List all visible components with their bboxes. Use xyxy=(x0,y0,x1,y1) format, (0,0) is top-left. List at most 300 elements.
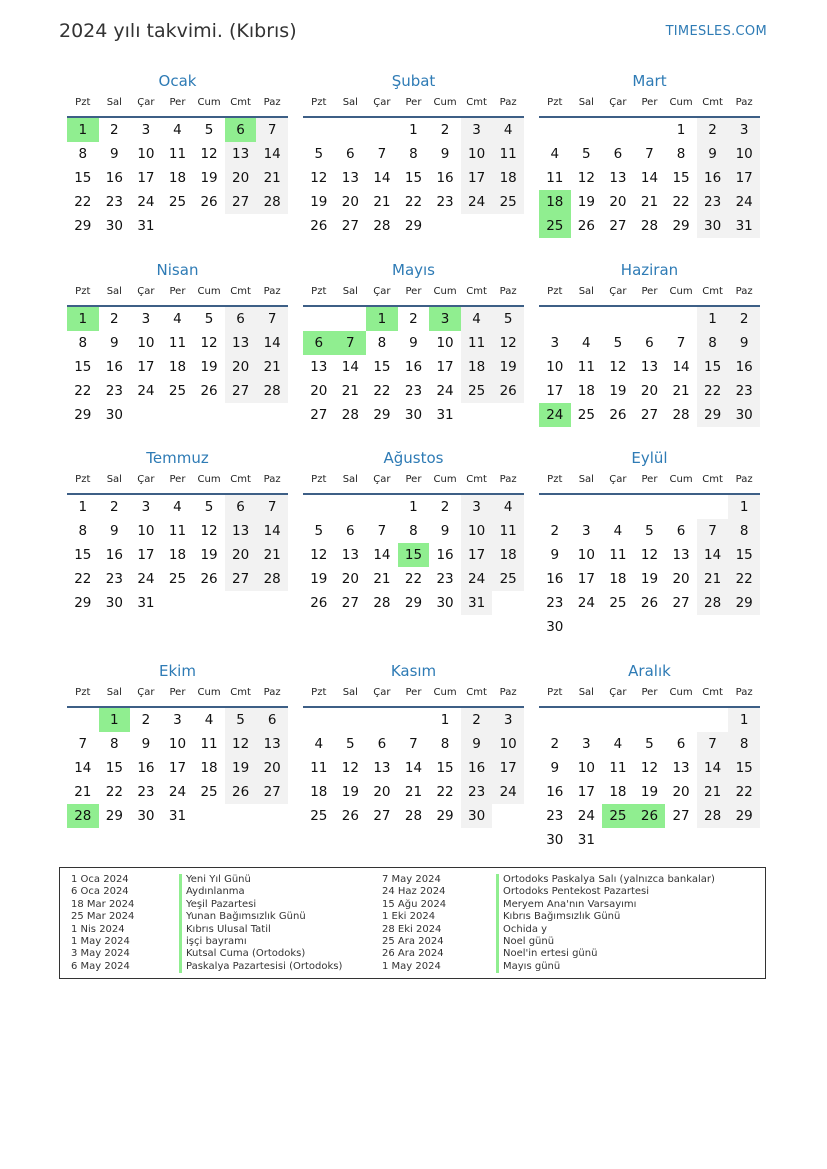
day-cell: 9 xyxy=(141,736,151,752)
day-cell: 23 xyxy=(546,595,564,611)
day-cell: 26 xyxy=(640,595,659,611)
day-cell: 2 xyxy=(550,523,560,539)
day-cell: 14 xyxy=(74,760,92,776)
weekday-label: Çar xyxy=(609,286,627,297)
holiday-day: 7 xyxy=(335,331,367,355)
day-cell: 24 xyxy=(137,194,155,210)
weekday-label: Sal xyxy=(578,286,594,297)
weekday-label: Cmt xyxy=(230,687,251,698)
weekday-label: Per xyxy=(405,97,422,108)
day-cell: 22 xyxy=(74,194,92,210)
empty-cell xyxy=(697,495,729,519)
weekday-label: Pzt xyxy=(311,474,327,485)
month-name: Eylül xyxy=(631,449,668,467)
day-cell: 29 xyxy=(672,218,690,234)
day-cell: 16 xyxy=(461,756,493,780)
day-cell: 14 xyxy=(341,359,359,375)
legend-holiday-name: Ortodoks Paskalya Salı (yalnızca bankalar) xyxy=(496,874,715,886)
day-cell: 11 xyxy=(200,736,218,752)
weekday-label: Paz xyxy=(499,97,517,108)
day-cell: 4 xyxy=(613,736,623,752)
day-cell: 16 xyxy=(546,784,564,800)
day-cell: 26 xyxy=(492,379,524,403)
day-cell: 12 xyxy=(341,760,359,776)
day-cell: 6 xyxy=(225,307,257,331)
day-cell: 20 xyxy=(341,571,359,587)
day-cell: 2 xyxy=(461,708,493,732)
weekday-header xyxy=(539,92,760,118)
day-grid xyxy=(303,118,524,238)
day-cell: 19 xyxy=(200,359,218,375)
day-cell: 2 xyxy=(728,307,760,331)
day-cell: 8 xyxy=(78,335,88,351)
day-cell: 29 xyxy=(373,407,391,423)
day-cell: 12 xyxy=(200,146,218,162)
day-cell: 18 xyxy=(168,359,187,375)
weekday-label: Paz xyxy=(735,286,753,297)
weekday-label: Cmt xyxy=(466,474,487,485)
day-cell: 27 xyxy=(341,595,359,611)
day-cell: 4 xyxy=(613,523,623,539)
day-cell: 20 xyxy=(225,166,257,190)
day-cell: 16 xyxy=(436,547,454,563)
day-cell: 15 xyxy=(74,547,92,563)
weekday-label: Cmt xyxy=(466,97,487,108)
day-cell: 26 xyxy=(341,808,359,824)
weekday-header xyxy=(303,281,524,307)
day-cell: 7 xyxy=(377,523,387,539)
day-cell: 1 xyxy=(728,708,760,732)
day-cell: 11 xyxy=(310,760,328,776)
day-cell: 22 xyxy=(697,379,729,403)
day-cell: 18 xyxy=(577,383,595,399)
day-cell: 27 xyxy=(225,190,257,214)
legend-holiday-name: Aydınlanma xyxy=(179,886,342,898)
day-cell: 31 xyxy=(577,832,595,848)
weekday-label: Paz xyxy=(263,286,281,297)
day-cell: 25 xyxy=(609,595,627,611)
day-cell: 23 xyxy=(105,194,123,210)
day-cell: 26 xyxy=(310,595,328,611)
day-cell: 5 xyxy=(645,523,654,539)
day-cell: 20 xyxy=(672,784,690,800)
day-cell: 24 xyxy=(168,784,187,800)
empty-cell xyxy=(366,118,398,142)
day-cell: 17 xyxy=(137,170,155,186)
day-cell: 16 xyxy=(105,547,123,563)
day-cell: 10 xyxy=(461,519,493,543)
day-cell: 26 xyxy=(310,218,328,234)
weekday-label: Çar xyxy=(609,474,627,485)
day-cell: 1 xyxy=(78,499,88,515)
day-cell: 25 xyxy=(492,567,524,591)
day-cell: 16 xyxy=(546,571,564,587)
empty-cell xyxy=(539,708,571,732)
month-name: Mayıs xyxy=(392,261,435,279)
day-cell: 19 xyxy=(310,571,328,587)
day-cell: 21 xyxy=(697,780,729,804)
day-cell: 9 xyxy=(110,523,119,539)
day-cell: 30 xyxy=(697,214,729,238)
day-cell: 16 xyxy=(436,170,454,186)
legend-date: 1 May 2024 xyxy=(71,935,130,947)
day-cell: 2 xyxy=(110,499,119,515)
weekday-label: Paz xyxy=(735,687,753,698)
day-cell: 19 xyxy=(341,784,359,800)
day-cell: 1 xyxy=(440,712,450,728)
day-cell: 13 xyxy=(225,331,257,355)
day-cell: 2 xyxy=(440,122,450,138)
day-cell: 20 xyxy=(256,756,288,780)
day-cell: 25 xyxy=(168,383,187,399)
day-cell: 7 xyxy=(645,146,654,162)
holiday-day: 25 xyxy=(539,214,571,238)
day-cell: 10 xyxy=(577,760,595,776)
legend-holiday-name: Noel günü xyxy=(496,936,715,948)
weekday-header xyxy=(539,469,760,495)
day-cell: 6 xyxy=(346,146,355,162)
day-cell: 11 xyxy=(492,142,524,166)
weekday-label: Cum xyxy=(197,97,221,108)
weekday-label: Sal xyxy=(342,474,358,485)
empty-cell xyxy=(335,708,367,732)
day-cell: 14 xyxy=(256,519,288,543)
day-cell: 20 xyxy=(373,784,391,800)
legend-holiday-name: Ochida y xyxy=(496,924,715,936)
weekday-label: Cum xyxy=(669,97,693,108)
day-cell: 5 xyxy=(204,122,214,138)
empty-cell xyxy=(303,307,335,331)
day-cell: 25 xyxy=(577,407,595,423)
day-cell: 16 xyxy=(105,359,123,375)
weekday-label: Çar xyxy=(373,97,391,108)
month-5 xyxy=(303,259,524,427)
day-cell: 5 xyxy=(582,146,591,162)
day-cell: 8 xyxy=(697,331,729,355)
month-name: Nisan xyxy=(156,261,199,279)
empty-cell xyxy=(634,708,666,732)
day-cell: 29 xyxy=(105,808,123,824)
day-cell: 5 xyxy=(492,307,524,331)
day-cell: 5 xyxy=(314,523,324,539)
day-cell: 15 xyxy=(728,756,760,780)
weekday-header xyxy=(67,92,288,118)
day-grid xyxy=(539,307,760,427)
day-cell: 20 xyxy=(310,383,328,399)
day-cell: 3 xyxy=(173,712,182,728)
weekday-label: Pzt xyxy=(311,286,327,297)
day-cell: 28 xyxy=(697,591,729,615)
day-cell: 21 xyxy=(404,784,423,800)
weekday-label: Çar xyxy=(609,97,627,108)
day-cell: 21 xyxy=(373,194,391,210)
day-cell: 21 xyxy=(256,543,288,567)
day-cell: 31 xyxy=(728,214,760,238)
weekday-label: Per xyxy=(169,474,186,485)
legend-holiday-name: Meryem Ana'nın Varsayımı xyxy=(496,899,715,911)
day-cell: 24 xyxy=(436,383,454,399)
day-cell: 16 xyxy=(697,166,729,190)
day-cell: 19 xyxy=(640,571,659,587)
legend-date: 25 Ara 2024 xyxy=(382,935,444,947)
day-cell: 29 xyxy=(436,808,454,824)
day-cell: 4 xyxy=(492,495,524,519)
day-cell: 26 xyxy=(225,780,257,804)
day-cell: 11 xyxy=(168,335,187,351)
day-cell: 13 xyxy=(256,732,288,756)
weekday-label: Paz xyxy=(499,474,517,485)
day-cell: 2 xyxy=(697,118,729,142)
day-cell: 2 xyxy=(110,311,119,327)
day-cell: 29 xyxy=(728,804,760,828)
weekday-label: Pzt xyxy=(75,474,91,485)
day-cell: 7 xyxy=(377,146,387,162)
holiday-day: 3 xyxy=(429,307,461,331)
day-cell: 4 xyxy=(582,335,591,351)
day-cell: 28 xyxy=(404,808,423,824)
legend-holiday-name: Paskalya Pazartesisi (Ortodoks) xyxy=(179,961,342,973)
weekday-label: Cmt xyxy=(230,474,251,485)
day-cell: 13 xyxy=(672,547,690,563)
day-cell: 15 xyxy=(697,355,729,379)
brand-link[interactable]: TIMESLES.COM xyxy=(665,24,767,39)
weekday-label: Pzt xyxy=(75,687,91,698)
day-cell: 23 xyxy=(546,808,564,824)
day-cell: 13 xyxy=(373,760,391,776)
weekday-label: Cmt xyxy=(230,97,251,108)
weekday-label: Çar xyxy=(137,474,155,485)
day-cell: 20 xyxy=(225,355,257,379)
day-cell: 18 xyxy=(168,170,187,186)
empty-cell xyxy=(303,118,335,142)
weekday-label: Paz xyxy=(499,286,517,297)
day-cell: 17 xyxy=(461,166,493,190)
weekday-label: Paz xyxy=(263,687,281,698)
day-cell: 14 xyxy=(404,760,423,776)
day-cell: 9 xyxy=(550,547,560,563)
empty-cell xyxy=(335,307,367,331)
holiday-day: 26 xyxy=(634,804,666,828)
weekday-label: Cum xyxy=(197,687,221,698)
empty-cell xyxy=(539,307,571,331)
day-cell: 27 xyxy=(225,567,257,591)
day-cell: 7 xyxy=(256,307,288,331)
month-2 xyxy=(303,70,524,238)
day-cell: 6 xyxy=(676,523,686,539)
empty-cell xyxy=(602,307,634,331)
day-cell: 21 xyxy=(697,567,729,591)
empty-cell xyxy=(571,708,603,732)
weekday-label: Per xyxy=(169,687,186,698)
day-cell: 21 xyxy=(341,383,359,399)
weekday-label: Çar xyxy=(137,286,155,297)
day-cell: 12 xyxy=(225,732,257,756)
day-cell: 30 xyxy=(546,832,564,848)
day-cell: 9 xyxy=(110,335,119,351)
day-cell: 31 xyxy=(137,595,155,611)
day-cell: 19 xyxy=(200,170,218,186)
day-cell: 31 xyxy=(436,407,454,423)
holiday-day: 1 xyxy=(99,708,131,732)
day-cell: 17 xyxy=(577,784,595,800)
day-cell: 10 xyxy=(137,523,155,539)
day-cell: 5 xyxy=(204,311,214,327)
day-cell: 3 xyxy=(141,499,151,515)
month-name: Ekim xyxy=(159,662,196,680)
day-cell: 27 xyxy=(310,407,328,423)
day-cell: 18 xyxy=(310,784,328,800)
day-cell: 13 xyxy=(672,760,690,776)
weekday-label: Paz xyxy=(499,687,517,698)
day-cell: 16 xyxy=(404,359,423,375)
weekday-label: Cmt xyxy=(702,97,723,108)
day-cell: 28 xyxy=(256,190,288,214)
month-name: Ağustos xyxy=(383,449,444,467)
day-cell: 23 xyxy=(461,780,493,804)
empty-cell xyxy=(665,708,697,732)
weekday-label: Çar xyxy=(373,687,391,698)
weekday-label: Pzt xyxy=(311,97,327,108)
weekday-label: Çar xyxy=(373,286,391,297)
day-cell: 7 xyxy=(697,732,729,756)
day-grid xyxy=(67,708,288,828)
day-cell: 24 xyxy=(492,780,524,804)
weekday-label: Pzt xyxy=(547,687,563,698)
day-cell: 8 xyxy=(728,732,760,756)
day-cell: 20 xyxy=(341,194,359,210)
day-cell: 14 xyxy=(697,543,729,567)
day-cell: 3 xyxy=(461,118,493,142)
day-cell: 10 xyxy=(168,736,187,752)
day-cell: 12 xyxy=(310,170,328,186)
day-cell: 23 xyxy=(105,383,123,399)
day-cell: 11 xyxy=(168,523,187,539)
day-cell: 8 xyxy=(409,146,418,162)
day-cell: 7 xyxy=(676,335,686,351)
legend-holiday-name: Yunan Bağımsızlık Günü xyxy=(179,911,342,923)
day-cell: 12 xyxy=(577,170,595,186)
weekday-label: Paz xyxy=(263,97,281,108)
day-cell: 15 xyxy=(436,760,454,776)
day-cell: 23 xyxy=(137,784,155,800)
weekday-label: Pzt xyxy=(547,474,563,485)
day-cell: 3 xyxy=(728,118,760,142)
day-cell: 29 xyxy=(697,403,729,427)
weekday-label: Paz xyxy=(735,97,753,108)
day-grid xyxy=(303,708,524,828)
weekday-header xyxy=(303,682,524,708)
day-cell: 29 xyxy=(74,407,92,423)
legend-date: 3 May 2024 xyxy=(71,948,130,960)
day-cell: 19 xyxy=(609,383,627,399)
day-cell: 29 xyxy=(404,595,423,611)
empty-cell xyxy=(539,118,571,142)
day-grid xyxy=(303,495,524,615)
day-grid xyxy=(539,495,760,639)
weekday-header xyxy=(67,281,288,307)
legend-holiday-name: işçi bayramı xyxy=(179,936,342,948)
empty-cell xyxy=(697,708,729,732)
day-cell: 9 xyxy=(409,335,418,351)
day-cell: 8 xyxy=(377,335,387,351)
legend-dates-col xyxy=(382,874,446,973)
legend-holiday-name: Yeni Yıl Günü xyxy=(179,874,342,886)
day-cell: 18 xyxy=(609,571,627,587)
weekday-label: Sal xyxy=(578,687,594,698)
weekday-label: Per xyxy=(405,687,422,698)
weekday-label: Cmt xyxy=(230,286,251,297)
day-cell: 25 xyxy=(200,784,218,800)
day-cell: 5 xyxy=(645,736,654,752)
month-name: Şubat xyxy=(391,72,436,90)
day-cell: 19 xyxy=(492,355,524,379)
day-cell: 16 xyxy=(105,170,123,186)
weekday-label: Sal xyxy=(106,474,122,485)
day-cell: 2 xyxy=(550,736,560,752)
day-cell: 31 xyxy=(137,218,155,234)
day-cell: 13 xyxy=(341,170,359,186)
day-cell: 9 xyxy=(550,760,560,776)
day-cell: 28 xyxy=(373,595,391,611)
legend-holiday-name: Noel'in ertesi günü xyxy=(496,948,715,960)
weekday-header xyxy=(303,92,524,118)
legend-dates-col xyxy=(71,874,134,973)
day-cell: 4 xyxy=(173,311,182,327)
day-cell: 12 xyxy=(640,547,659,563)
weekday-label: Cum xyxy=(669,474,693,485)
month-7 xyxy=(67,447,288,615)
day-cell: 10 xyxy=(546,359,564,375)
day-cell: 28 xyxy=(640,218,659,234)
legend-date: 1 Oca 2024 xyxy=(71,874,129,885)
legend-date: 6 May 2024 xyxy=(71,960,130,972)
day-cell: 28 xyxy=(341,407,359,423)
day-cell: 12 xyxy=(200,335,218,351)
holiday-day: 25 xyxy=(602,804,634,828)
legend-holiday-name: Kutsal Cuma (Ortodoks) xyxy=(179,948,342,960)
day-cell: 13 xyxy=(225,142,257,166)
weekday-label: Cum xyxy=(433,474,457,485)
day-cell: 22 xyxy=(404,571,423,587)
day-cell: 11 xyxy=(577,359,595,375)
day-cell: 23 xyxy=(105,571,123,587)
day-cell: 28 xyxy=(373,218,391,234)
weekday-label: Cum xyxy=(433,97,457,108)
weekday-label: Pzt xyxy=(311,687,327,698)
day-grid xyxy=(303,307,524,427)
weekday-label: Cmt xyxy=(466,286,487,297)
weekday-label: Cum xyxy=(197,286,221,297)
month-name: Kasım xyxy=(390,662,437,680)
day-cell: 25 xyxy=(168,194,187,210)
weekday-label: Sal xyxy=(578,97,594,108)
day-cell: 19 xyxy=(200,547,218,563)
day-cell: 7 xyxy=(697,519,729,543)
empty-cell xyxy=(398,708,430,732)
day-cell: 22 xyxy=(672,194,690,210)
empty-cell xyxy=(665,495,697,519)
day-cell: 12 xyxy=(200,523,218,539)
day-cell: 30 xyxy=(436,595,454,611)
day-cell: 9 xyxy=(440,523,450,539)
day-cell: 29 xyxy=(74,595,92,611)
month-1 xyxy=(67,70,288,238)
day-cell: 6 xyxy=(256,708,288,732)
empty-cell xyxy=(602,495,634,519)
day-cell: 19 xyxy=(640,784,659,800)
legend-date: 18 Mar 2024 xyxy=(71,898,135,910)
day-cell: 10 xyxy=(577,547,595,563)
